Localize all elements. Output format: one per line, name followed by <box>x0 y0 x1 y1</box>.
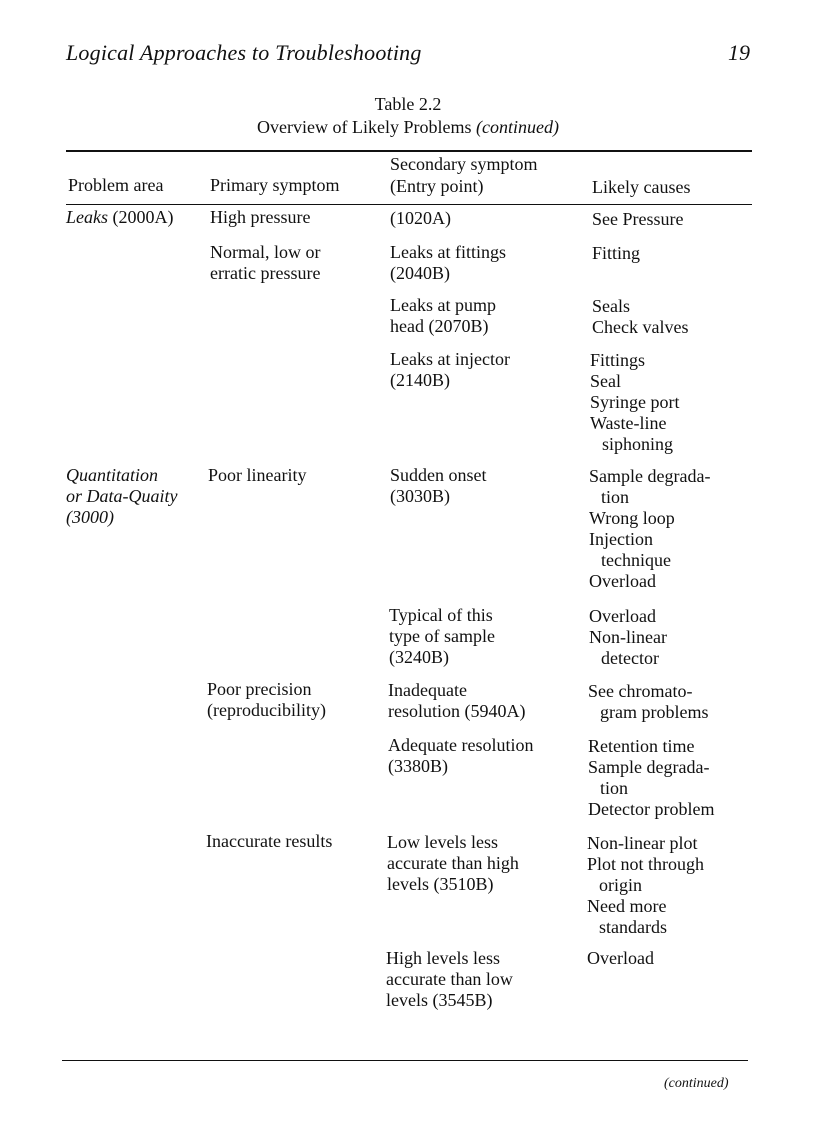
cause-line: Sample degrada- <box>588 757 710 777</box>
area-line: (3000) <box>66 507 114 527</box>
running-title: Logical Approaches to Troubleshooting <box>66 40 422 65</box>
secondary-low-levels-less-accurate <box>387 832 519 895</box>
causes-injector <box>590 350 680 455</box>
secondary-line: accurate than high <box>387 853 519 873</box>
col-header-likely-causes: Likely causes <box>592 177 691 197</box>
secondary-line: Sudden onset <box>390 465 487 485</box>
table-caption <box>0 117 816 138</box>
leaks-name: Leaks <box>66 207 108 227</box>
primary-line: (reproducibility) <box>207 700 326 720</box>
secondary-line: Low levels less <box>387 832 498 852</box>
leaks-code: (2000A) <box>108 207 174 227</box>
secondary-line: Leaks at injector <box>390 349 510 369</box>
causes-sudden-onset <box>589 466 710 592</box>
causes-adequate-resolution <box>588 736 714 820</box>
primary-symptom-poor-linearity: Poor linearity <box>208 465 307 485</box>
col-header-primary-symptom: Primary symptom <box>210 175 340 195</box>
table-header-rule <box>66 204 752 205</box>
col-header-secondary-symptom <box>390 153 537 197</box>
cause-line: tion <box>600 778 629 798</box>
page-number: 19 <box>728 40 750 65</box>
causes-typical-of-sample <box>589 606 667 669</box>
problem-area-quantitation <box>66 465 178 528</box>
cause-line: Fittings <box>590 350 646 370</box>
cause-line: Waste-line <box>590 413 667 433</box>
causes-low-levels <box>587 833 704 938</box>
footer-rule <box>62 1060 748 1061</box>
secondary-line: head (2070B) <box>390 316 489 336</box>
cause-line: Seals <box>592 296 630 316</box>
cause-line: Sample degrada- <box>589 466 711 486</box>
cause-line: detector <box>601 648 659 668</box>
caption-suffix: (continued) <box>475 117 559 137</box>
table-number: Table 2.2 <box>374 94 442 114</box>
secondary-leaks-at-pump-head <box>390 295 496 337</box>
secondary-line: type of sample <box>389 626 495 646</box>
table-top-rule <box>66 150 752 152</box>
cause-line: origin <box>599 875 642 895</box>
cause-line: Overload <box>589 571 656 591</box>
cause-line: Wrong loop <box>589 508 675 528</box>
secondary-line: levels (3545B) <box>386 990 493 1010</box>
cause-line: tion <box>601 487 630 507</box>
cause-overload: Overload <box>587 948 654 968</box>
primary-symptom-poor-precision <box>207 679 326 721</box>
secondary-high-levels-less-accurate <box>386 948 513 1011</box>
secondary-line: (3380B) <box>388 756 448 776</box>
primary-symptom-inaccurate-results: Inaccurate results <box>206 831 333 851</box>
cause-fitting: Fitting <box>592 243 641 263</box>
secondary-line: High levels less <box>386 948 500 968</box>
secondary-leaks-at-injector <box>390 349 510 391</box>
cause-line: Overload <box>589 606 656 626</box>
cause-line: Non-linear plot <box>587 833 698 853</box>
cause-line: Plot not through <box>587 854 705 874</box>
cause-line: Seal <box>590 371 621 391</box>
secondary-line: (3240B) <box>389 647 449 667</box>
cause-line: Syringe port <box>590 392 680 412</box>
secondary-1020a: (1020A) <box>390 208 451 228</box>
secondary-leaks-at-fittings <box>390 242 506 284</box>
area-line: Quantitation <box>66 465 159 485</box>
cause-see-pressure: See Pressure <box>592 209 684 229</box>
primary-line: Normal, low or <box>210 242 321 262</box>
secondary-typical-of-sample <box>389 605 495 668</box>
cause-line: standards <box>599 917 667 937</box>
secondary-line: accurate than low <box>386 969 513 989</box>
secondary-line: (2140B) <box>390 370 450 390</box>
primary-symptom-normal-low-erratic <box>210 242 320 284</box>
secondary-sudden-onset <box>390 465 487 507</box>
secondary-line: Adequate resolution <box>388 735 534 755</box>
area-line: or Data-Quaity <box>66 486 178 506</box>
cause-line: Detector problem <box>588 799 715 819</box>
cause-line: technique <box>601 550 671 570</box>
causes-inadequate-resolution <box>588 681 708 723</box>
col-header-problem-area: Problem area <box>68 175 164 195</box>
primary-line: Poor precision <box>207 679 312 699</box>
col-header-secondary-line2: (Entry point) <box>390 176 484 196</box>
secondary-inadequate-resolution <box>388 680 525 722</box>
secondary-line: Leaks at fittings <box>390 242 506 262</box>
primary-line: erratic pressure <box>210 263 321 283</box>
causes-pump-head <box>592 296 688 338</box>
problem-area-leaks <box>66 207 174 228</box>
secondary-line: Leaks at pump <box>390 295 496 315</box>
secondary-line: Typical of this <box>389 605 493 625</box>
continued-note: (continued) <box>664 1076 729 1091</box>
cause-line: Injection <box>589 529 653 549</box>
cause-line: siphoning <box>602 434 674 454</box>
caption-main: Overview of Likely Problems <box>257 117 476 137</box>
cause-line: Need more <box>587 896 667 916</box>
secondary-line: levels (3510B) <box>387 874 494 894</box>
secondary-adequate-resolution <box>388 735 533 777</box>
secondary-line: (3030B) <box>390 486 450 506</box>
secondary-line: resolution (5940A) <box>388 701 526 721</box>
secondary-line: (2040B) <box>390 263 450 283</box>
cause-line: Non-linear <box>589 627 667 647</box>
primary-symptom-high-pressure: High pressure <box>210 207 311 227</box>
col-header-secondary-line1: Secondary symptom <box>390 154 538 174</box>
secondary-line: Inadequate <box>388 680 467 700</box>
cause-line: See chromato- <box>588 681 693 701</box>
cause-line: gram problems <box>600 702 709 722</box>
cause-line: Retention time <box>588 736 695 756</box>
cause-line: Check valves <box>592 317 689 337</box>
